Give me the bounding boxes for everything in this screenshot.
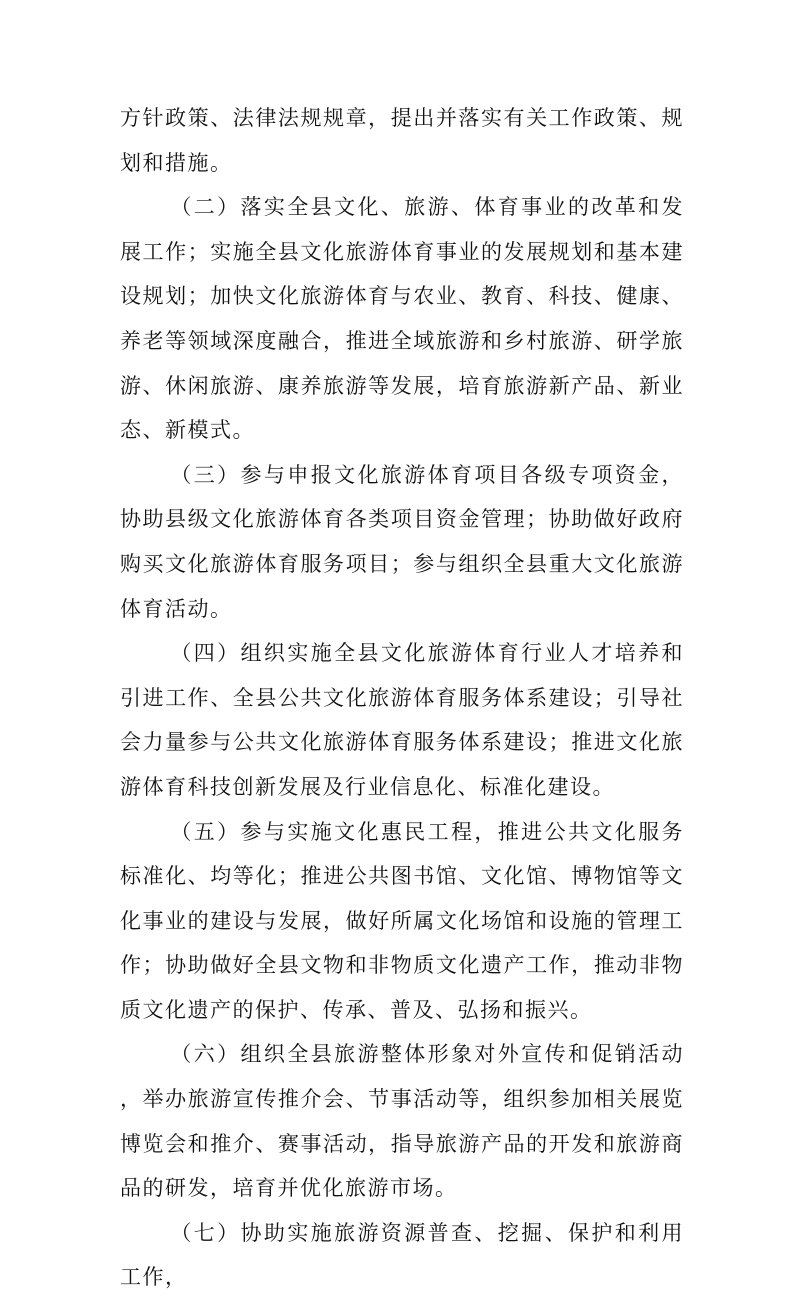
paragraph-item-5: （五）参与实施文化惠民工程，推进公共文化服务标准化、均等化；推进公共图书馆、文化馆、博物馆等文化事业的建设与发展，做好所属文化场馆和设施的管理工作；协助做好全县文物和非物质文化遗产工作，推动非物质文化遗产的保护、传承、普及、弘扬和振兴。 [120,819,684,1022]
paragraph-item-3: （三）参与申报文化旅游体育项目各级专项资金，协助县级文化旅游体育各类项目资金管理；协助做好政府购买文化旅游体育服务项目；参与组织全县重大文化旅游体育活动。 [120,462,684,621]
paragraph-item-2: （二）落实全县文化、旅游、体育事业的改革和发展工作；实施全县文化旅游体育事业的发展规划和基本建设规划；加快文化旅游体育与农业、教育、科技、健康、养老等领域深度融合，推进全域旅游和乡村旅游、研学旅游、休闲旅游、康养旅游等发展，培育旅游新产品、新业态、新模式。 [120,195,684,443]
paragraph-continuation: 方针政策、法律法规规章，提出并落实有关工作政策、规划和措施。 [120,106,684,175]
paragraph-item-4: （四）组织实施全县文化旅游体育行业人才培养和引进工作、全县公共文化旅游体育服务体系建设；引导社会力量参与公共文化旅游体育服务体系建设；推进文化旅游体育科技创新发展及行业信息化、标准化建设。 [120,641,684,799]
document-page [120,96,684,1300]
paragraph-item-6: （六）组织全县旅游整体形象对外宣传和促销活动，举办旅游宣传推介会、节事活动等，组织参加相关展览博览会和推介、赛事活动，指导旅游产品的开发和旅游商品的研发，培育并优化旅游市场。 [120,1042,684,1201]
paragraph-item-7: （七）协助实施旅游资源普查、挖掘、保护和利用工作， [120,1220,684,1290]
